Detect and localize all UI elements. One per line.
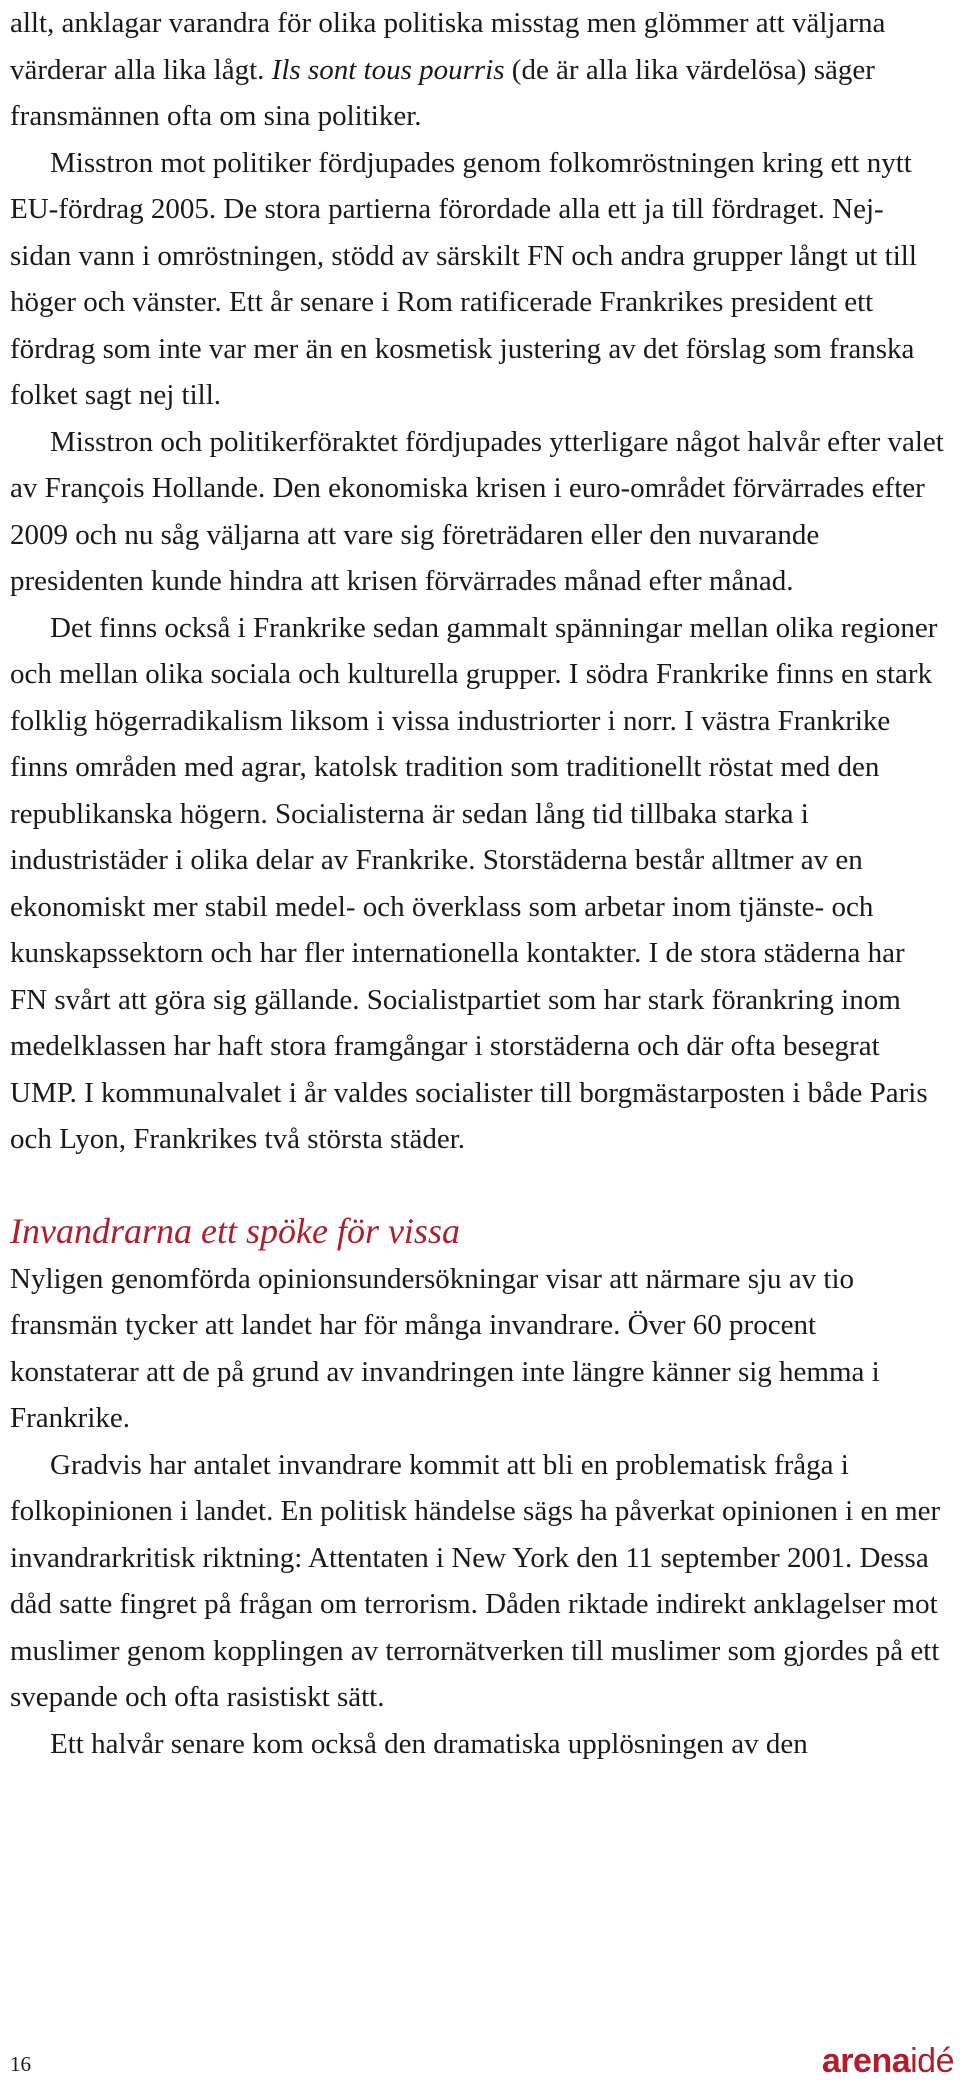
paragraph-1-text-b: (de är alla lika värdelösa) säger fransmännen ofta om sina politiker.	[10, 53, 875, 132]
paragraph-1-italic-phrase: Ils sont tous pourris	[271, 53, 505, 86]
paragraph-3: Misstron och politikerföraktet fördjupades ytterligare något halvår efter valet av François Hollande. Den ekonomiska krisen i euro-området förvärrades efter 2009 och nu såg väljarna att vare sig företrädaren eller den nuvarande presidenten kunde hindra att krisen förvärrades månad efter månad.	[10, 425, 944, 597]
page-number: 16	[10, 2052, 31, 2076]
paragraph-2: Misstron mot politiker fördjupades genom folkomröstningen kring ett nytt EU-fördrag 2005. De stora partierna förordade alla ett ja till fördraget. Nej-sidan vann i omröstningen, stödd av särskilt FN och andra grupper långt ut till höger och vänster. Ett år senare i Rom ratificerade Frankrikes president ett fördrag som inte var mer än en kosmetisk justering av det förslag som franska folket sagt nej till.	[10, 146, 917, 411]
section-heading: Invandrarna ett spöke för vissa	[10, 1210, 460, 1251]
paragraph-1	[10, 0, 944, 140]
paragraph-1-text-a: allt, anklagar varandra för olika politiska misstag men glömmer att väljarna värderar alla lika lågt.	[10, 7, 886, 86]
paragraph-5: Nyligen genomförda opinionsundersökningar visar att närmare sju av tio fransmän tycker att landet har för många invandrare. Över 60 procent konstaterar att de på grund av invandringen inte längre känner sig hemma i Frankrike.	[10, 1262, 880, 1434]
paragraph-6: Gradvis har antalet invandrare kommit att bli en problematisk fråga i folkopinionen i landet. En politisk händelse sägs ha påverkat opinionen i en mer invandrarkritisk riktning: Attentaten i New York den 11 september 2001. Dessa dåd satte fingret på frågan om terrorism. Dåden riktade indirekt anklagelser mot muslimer genom kopplingen av terrornätverken till muslimer som gjordes på ett svepande och ofta rasistiskt sätt.	[10, 1448, 941, 1713]
paragraph-7: Ett halvår senare kom också den dramatiska upplösningen av den	[50, 1727, 808, 1760]
document-page	[10, 0, 944, 1767]
paragraph-4: Det finns också i Frankrike sedan gammalt spänningar mellan olika regioner och mellan olika sociala och kulturella grupper. I södra Frankrike finns en stark folklig högerradikalism liksom i vissa industriorter i norr. I västra Frankrike finns områden med agrar, katolsk tradition som traditionellt röstat med den republikanska högern. Socialisterna är sedan lång tid tillbaka starka i industristäder i olika delar av Frankrike. Storstäderna består alltmer av en ekonomiskt mer stabil medel- och överklass som arbetar inom tjänste- och kunskapssektorn och har fler internationella kontakter. I de stora städerna har FN svårt att göra sig gällande. Socialistpartiet som har stark förankring inom medelklassen har haft stora framgångar i storstäderna och där ofta besegrat UMP. I kommunalvalet i år valdes socialister till borgmästarposten i både Paris och Lyon, Frankrikes två största städer.	[10, 611, 938, 1155]
logo-text-light: idé	[910, 2042, 954, 2080]
logo-text-bold: arena	[821, 2042, 911, 2080]
arena-ide-logo	[822, 2042, 954, 2081]
